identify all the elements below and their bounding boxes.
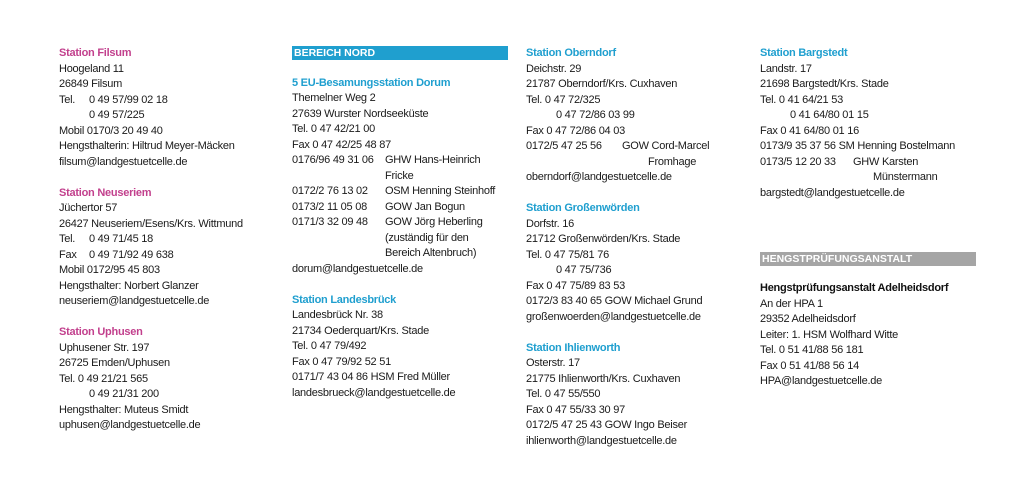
street: Hoogeland 11	[59, 62, 124, 75]
contact-number: 0172/5 47 25 56	[526, 140, 602, 152]
column-4	[760, 46, 976, 405]
contact-number: 0173/2 11 05 08	[292, 200, 367, 213]
contact-name: GOW Jan Bogun	[385, 200, 465, 213]
contact-name-line: Fricke	[385, 169, 414, 182]
city: 21712 Großenwörden/Krs. Stade	[526, 233, 681, 245]
mobile: Mobil 0170/3 20 49 40	[59, 124, 163, 137]
contact-number: 0172/2 76 13 02	[292, 185, 368, 197]
tel-number-2: 0 41 64/80 01 15	[790, 109, 869, 121]
station-bargstedt	[760, 46, 976, 201]
city: 26427 Neuseriem/Esens/Krs. Wittmund	[59, 217, 243, 230]
contact-row	[292, 184, 508, 200]
column-3	[526, 46, 742, 465]
fax-number: 0 49 71/92 49 638	[89, 248, 174, 261]
contact-name-line: (zuständig für den	[385, 231, 469, 244]
contact-row	[292, 215, 508, 262]
contact-name: OSM Henning Steinhoff	[385, 185, 496, 197]
fax-label: Fax	[59, 248, 77, 261]
email[interactable]: HPA@landgestuetcelle.de	[760, 375, 883, 387]
column-2	[292, 46, 508, 417]
city: 21775 Ihlienworth/Krs. Cuxhaven	[526, 372, 681, 385]
mobile: Mobil 0172/95 45 803	[59, 264, 160, 276]
mobile: 0171/7 43 04 86 HSM Fred Müller	[292, 371, 450, 383]
street: Deichstr. 29	[526, 62, 582, 75]
tel-number-2: 0 49 21/31 200	[89, 388, 159, 400]
tel-number-2: 0 47 75/736	[556, 264, 612, 276]
column-1	[59, 46, 277, 449]
contact-row	[526, 139, 742, 170]
email[interactable]: landesbrueck@landgestuetcelle.de	[292, 386, 456, 399]
email[interactable]: oberndorf@landgestuetcelle.de	[526, 171, 672, 183]
tel-number: Tel. 0 47 79/492	[292, 340, 367, 352]
contact-number: 0173/5 12 20 33	[760, 155, 836, 168]
contact-name	[385, 215, 483, 262]
contact-name	[385, 153, 480, 184]
station-title: Station Landesbrück	[292, 293, 397, 306]
email[interactable]: filsum@landgestuetcelle.de	[59, 155, 188, 168]
fax-number: Fax 0 47 79/92 52 51	[292, 355, 391, 368]
section-bar-hengstpruefungsanstalt: HENGSTPRÜFUNGSANSTALT	[760, 252, 976, 266]
tel-number: Tel. 0 47 72/325	[526, 93, 601, 106]
street: Uphusener Str. 197	[59, 341, 150, 354]
section-bar-bereich-nord: BEREICH NORD	[292, 46, 508, 60]
station-title: Hengstprüfungsanstalt Adelheidsdorf	[760, 282, 949, 294]
fax-number: Fax 0 41 64/80 01 16	[760, 124, 859, 137]
city: 29352 Adelheidsdorf	[760, 313, 856, 325]
email[interactable]: uphusen@landgestuetcelle.de	[59, 419, 201, 431]
fax-number: Fax 0 51 41/88 56 14	[760, 359, 859, 372]
tel-label: Tel.	[59, 93, 76, 106]
tel-number: Tel. 0 49 21/21 565	[59, 372, 148, 385]
station-grossenwoerden	[526, 201, 742, 325]
station-landesbrueck	[292, 293, 508, 402]
contact-name	[853, 155, 938, 186]
fax-number: Fax 0 47 75/89 83 53	[526, 279, 625, 292]
tel-number: 0 49 57/99 02 18	[89, 93, 168, 106]
city: 21734 Oederquart/Krs. Stade	[292, 324, 429, 337]
street: Dorfstr. 16	[526, 217, 574, 230]
stallion-keeper: Hengsthalter: Norbert Glanzer	[59, 279, 199, 292]
tel-label: Tel.	[59, 233, 76, 245]
station-title: Station Ihlienworth	[526, 341, 621, 354]
fax-number: Fax 0 47 55/33 30 97	[526, 403, 625, 416]
street: Landstr. 17	[760, 62, 812, 75]
tel-number: Tel. 0 47 75/81 76	[526, 248, 609, 261]
station-uphusen	[59, 325, 277, 434]
email[interactable]: ihlienworth@landgestuetcelle.de	[526, 434, 677, 447]
fax-number: Fax 0 47 72/86 04 03	[526, 124, 625, 137]
mobile: 0172/3 83 40 65 GOW Michael Grund	[526, 295, 703, 307]
station-title: Station Bargstedt	[760, 47, 848, 59]
city: 21698 Bargstedt/Krs. Stade	[760, 78, 889, 90]
email[interactable]: neuseriem@landgestuetcelle.de	[59, 295, 210, 307]
tel-number: 0 49 71/45 18	[89, 233, 154, 245]
city: 21787 Oberndorf/Krs. Cuxhaven	[526, 78, 678, 90]
tel-number: Tel. 0 51 41/88 56 181	[760, 344, 864, 356]
contact-name-line: GOW Jörg Heberling	[385, 216, 483, 228]
contact-name-line: GHW Hans-Heinrich	[385, 154, 481, 166]
spacer	[760, 217, 976, 252]
contact-name-line: GOW Cord-Marcel	[622, 140, 710, 152]
stallion-keeper: Hengsthalterin: Hiltrud Meyer-Mäcken	[59, 140, 235, 152]
street: Jüchertor 57	[59, 202, 118, 214]
mobile: 0172/5 47 25 43 GOW Ingo Beiser	[526, 419, 688, 431]
station-title: Station Großenwörden	[526, 202, 640, 214]
email[interactable]: großenwoerden@landgestuetcelle.de	[526, 310, 701, 323]
city: 27639 Wurster Nordseeküste	[292, 107, 429, 120]
email[interactable]: bargstedt@landgestuetcelle.de	[760, 186, 905, 199]
street: Osterstr. 17	[526, 357, 580, 369]
contact-name-line: Bereich Altenbruch)	[385, 247, 477, 259]
city: 26725 Emden/Uphusen	[59, 357, 170, 369]
station-hpa	[760, 281, 976, 390]
fax-row	[59, 248, 277, 264]
street: An der HPA 1	[760, 297, 823, 310]
email[interactable]: dorum@landgestuetcelle.de	[292, 262, 423, 275]
station-title: Station Oberndorf	[526, 47, 616, 59]
station-filsum	[59, 46, 277, 170]
tel-number-2: 0 47 72/86 03 99	[556, 109, 635, 121]
street: Themelner Weg 2	[292, 92, 376, 104]
station-ihlienworth	[526, 341, 742, 450]
city: 26849 Filsum	[59, 78, 123, 90]
phone-row	[59, 93, 277, 109]
tel-number-2: 0 49 57/225	[89, 109, 145, 121]
contact-name-line: Fromhage	[648, 155, 697, 168]
station-title: Station Neuseriem	[59, 186, 152, 199]
contact-name-line: GHW Karsten	[853, 155, 919, 168]
contact-number: 0171/3 32 09 48	[292, 216, 368, 228]
station-neuseriem	[59, 186, 277, 310]
street: Landesbrück Nr. 38	[292, 309, 383, 321]
contact-row	[292, 200, 508, 216]
contact-name	[622, 139, 709, 170]
station-title: Station Filsum	[59, 47, 132, 59]
station-title: Station Uphusen	[59, 326, 143, 338]
fax-number: Fax 0 47 42/25 48 87	[292, 138, 391, 151]
contact-name-line: Münstermann	[873, 171, 938, 183]
contact-row	[292, 153, 508, 184]
tel-number: Tel. 0 47 55/550	[526, 388, 601, 400]
phone-row	[59, 232, 277, 248]
leader: Leiter: 1. HSM Wolfhard Witte	[760, 328, 899, 341]
contact-row	[760, 155, 976, 186]
station-oberndorf	[526, 46, 742, 186]
station-title: 5 EU-Besamungsstation Dorum	[292, 76, 451, 89]
mobile: 0173/9 35 37 56 SM Henning Bostelmann	[760, 140, 956, 152]
tel-number: Tel. 0 47 42/21 00	[292, 123, 375, 135]
contact-number: 0176/96 49 31 06	[292, 154, 374, 166]
tel-number: Tel. 0 41 64/21 53	[760, 93, 843, 106]
station-dorum	[292, 76, 508, 278]
stallion-keeper: Hengsthalter: Muteus Smidt	[59, 403, 189, 416]
